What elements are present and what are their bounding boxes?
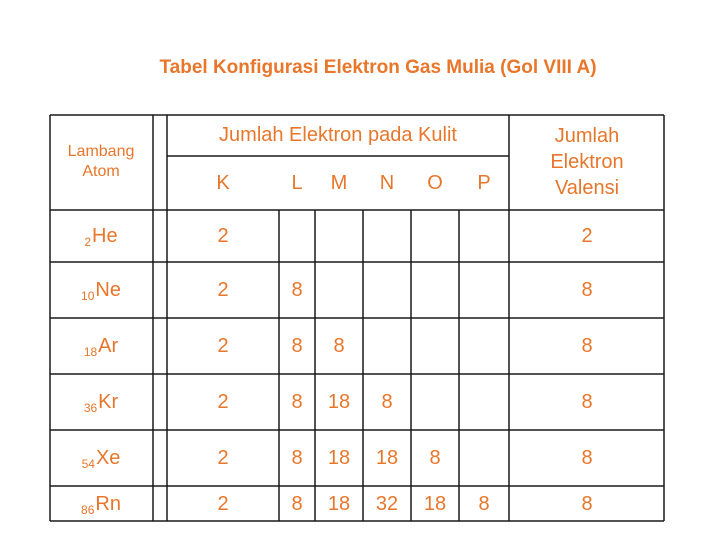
header-shell-p: P [477,171,491,194]
element-symbol: Kr [98,390,119,413]
cell-shell-n: 8 [381,390,393,413]
cell-shell-p [459,262,509,318]
header-valensi-line3: Valensi [554,177,620,199]
table-row-symbol [49,210,153,262]
cell-shell-m: 18 [327,446,351,469]
header-lambang-line1: Lambang [67,143,135,160]
header-shell-m: M [330,171,348,194]
cell-shell-l [279,210,315,262]
cell-shell-n: 18 [375,446,399,469]
table-row-symbol [49,486,153,522]
page-title [0,57,728,79]
cell-valensi: 8 [581,492,593,515]
table-row-symbol [49,262,153,318]
element-symbol: He [92,224,118,247]
atomic-number: 36 [83,401,98,415]
cell-valensi: 8 [581,390,593,413]
cell-shell-l: 8 [291,446,303,469]
atomic-number: 86 [81,503,95,517]
electron-config-table [49,114,665,522]
cell-shell-p [459,374,509,430]
cell-shell-o [411,318,459,374]
header-jumlah-elektron-kulit [167,114,509,156]
header-kulit-text: Jumlah Elektron pada Kulit [219,123,457,146]
element-symbol: Ar [98,334,119,357]
header-shell-k: K [216,171,230,194]
cell-shell-l: 8 [291,334,303,357]
header-elektron-valensi [509,114,665,210]
atomic-number: 10 [81,289,95,303]
header-valensi-line1: Jumlah [554,125,620,147]
cell-shell-p [459,318,509,374]
table-row-symbol [49,430,153,486]
header-shell-o: O [427,171,443,194]
atomic-number: 54 [81,457,95,471]
cell-shell-o [411,262,459,318]
cell-shell-n: 32 [375,492,399,515]
cell-shell-l: 8 [291,278,303,301]
cell-shell-p: 8 [478,492,490,515]
cell-valensi: 8 [581,334,593,357]
cell-shell-o: 8 [429,446,441,469]
cell-shell-k: 2 [217,492,229,515]
cell-shell-m: 8 [333,334,345,357]
header-lambang-line2: Atom [82,163,120,180]
cell-shell-p [459,210,509,262]
cell-valensi: 2 [581,224,593,247]
cell-shell-p [459,430,509,486]
element-symbol: Rn [95,492,121,515]
cell-valensi: 8 [581,446,593,469]
cell-valensi: 8 [581,278,593,301]
table-row-symbol [49,318,153,374]
cell-shell-k: 2 [217,390,229,413]
cell-shell-k: 2 [217,446,229,469]
cell-shell-l: 8 [291,492,303,515]
atomic-number: 18 [83,345,98,359]
cell-shell-m [315,262,363,318]
header-shell-l: L [291,171,303,194]
element-symbol: Ne [95,278,121,301]
header-valensi-line2: Elektron [550,151,624,173]
cell-shell-o [411,374,459,430]
cell-shell-k: 2 [217,224,229,247]
page-title-text: Tabel Konfigurasi Elektron Gas Mulia (Gol VIII A) [159,57,597,78]
cell-shell-l: 8 [291,390,303,413]
cell-shell-m: 18 [327,390,351,413]
element-symbol: Xe [95,446,121,469]
cell-shell-m [315,210,363,262]
table-row-symbol [49,374,153,430]
cell-shell-n [363,318,411,374]
atomic-number: 2 [84,235,92,249]
cell-shell-k: 2 [217,278,229,301]
cell-shell-n [363,210,411,262]
cell-shell-o [411,210,459,262]
header-shell-n: N [379,171,395,194]
cell-shell-o: 18 [423,492,447,515]
header-lambang-atom [49,114,153,210]
cell-shell-n [363,262,411,318]
cell-shell-k: 2 [217,334,229,357]
cell-shell-m: 18 [327,492,351,515]
